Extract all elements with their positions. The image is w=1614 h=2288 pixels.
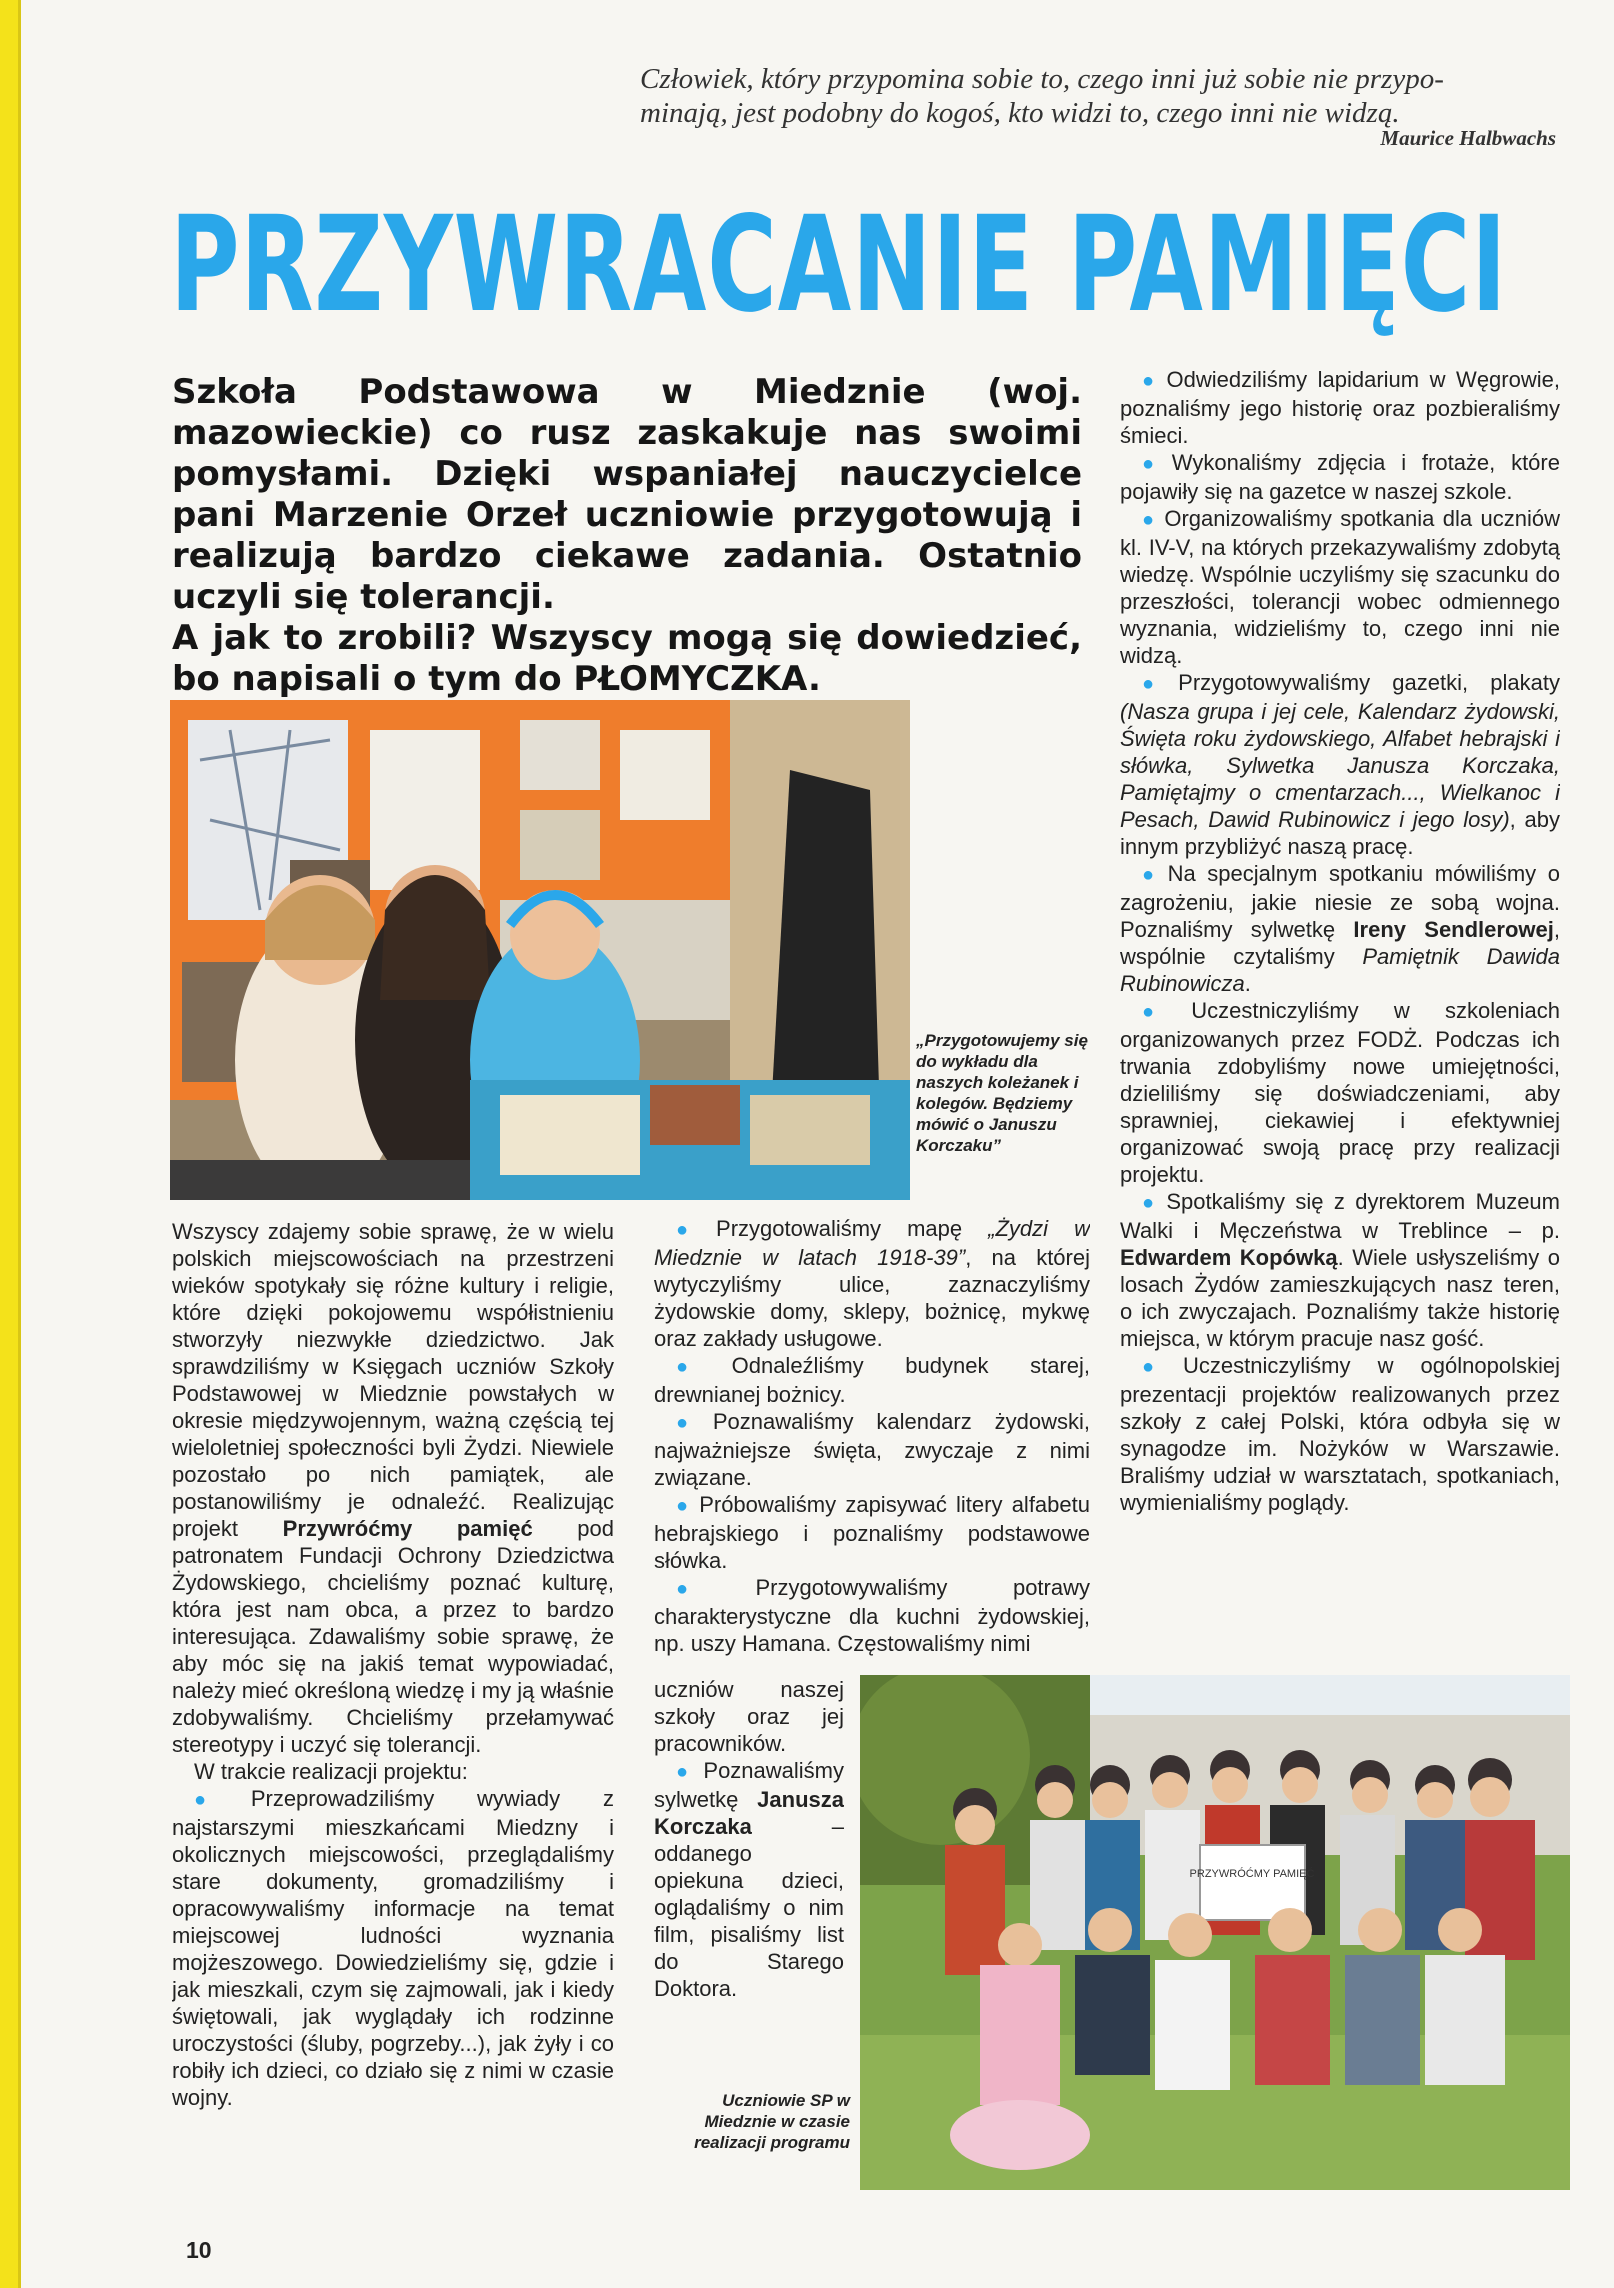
bullet-icon <box>676 1216 716 1241</box>
mid-bullet-food <box>654 1574 1090 1657</box>
right-bullet-museum-text-b: . Wiele usłyszeliśmy o losach Żydów zamieszkujących nasz teren, o ich zwyczajach. Poznaliśmy także historię miejsca, w którym pracuje nasz gość. <box>1120 1245 1560 1351</box>
right-bullet-meetings-text: Organizowaliśmy spotkania dla uczniów kl. IV-V, na których przekazywaliśmy zdobytą wiedzę. Wspólnie uczyliśmy się szacunku do przeszłości, tolerancji wobec odmiennego wyznania, widzieliśmy to, czego inni nie widzą. <box>1120 506 1560 668</box>
director-name: Edwardem Kopówką <box>1120 1245 1338 1270</box>
korczak-name: Janusza Korczaka <box>654 1787 844 1839</box>
bullet-icon <box>1142 506 1164 531</box>
photo-student-group-image <box>860 1675 1570 2190</box>
left-paragraph-2: W trakcie realizacji projektu: <box>194 1759 468 1784</box>
right-bullet-photos-text: Wykonaliśmy zdjęcia i frotaże, które pojawiły się na gazetce w naszej szkole. <box>1120 450 1560 504</box>
right-bullet-lapidarium <box>1120 366 1560 449</box>
bullet-icon <box>1142 670 1178 695</box>
bullet-icon <box>194 1786 251 1811</box>
mid-bullet-map-text-a: Przygotowaliśmy mapę <box>716 1216 989 1241</box>
bullet-icon <box>676 1353 732 1378</box>
right-bullet-presentation <box>1120 1352 1560 1516</box>
article-column-middle-narrow <box>654 1676 844 2006</box>
poster-titles: (Nasza grupa i jej cele, Kalendarz żydowski, Święta roku żydowskiego, Alfabet hebrajski i słówka, Sylwetka Janusza Korczaka, Pamiętajmy o cmentarzach..., Wielkanoc i Pesach, Dawid Rubinowicz i jego losy) <box>1120 699 1560 832</box>
left-paragraph-1-text-b: pod patronatem Fundacji Ochrony Dziedzictwa Żydowskiego, chcieliśmy poznać kulturę, która jest nam obca, a przez to bardzo interesująca. Zdawaliśmy sobie sprawę, że aby móc się na jakiś temat wypowiadać, należy mieć określoną wiedzę i my ją właśnie zdobywaliśmy. Chcieliśmy przełamywać stereotypy i uczyć się tolerancji. <box>172 1516 614 1757</box>
right-bullet-lapidarium-text: Odwiedziliśmy lapidarium w Węgrowie, poznaliśmy jego historię oraz pozbieraliśmy śmieci. <box>1120 367 1560 448</box>
protest-sign-text: PRZYWRÓĆMY PAMIĘĆ <box>1189 1868 1315 1880</box>
bullet-icon <box>676 1758 703 1783</box>
bullet-icon <box>676 1492 699 1517</box>
quote-line-1: Człowiek, który przypomina sobie to, czego inni już sobie nie przypo- <box>640 63 1444 95</box>
mid-bullet-letters <box>654 1491 1090 1574</box>
right-bullet-training-text: Uczestniczyliśmy w szkoleniach organizowanych przez FODŻ. Podczas ich trwania zdobyliśmy nowe umiejętności, dzieliliśmy się doświadczeniami, aby sprawniej, ciekawiej i efektywniej organizować swoją pracę przy realizacji projektu. <box>1120 998 1560 1187</box>
article-headline: PRZYWRACANIE PAMIĘCI <box>170 188 1508 342</box>
lead-paragraph-1: Szkoła Podstawowa w Miedznie (woj. mazowieckie) co rusz zaskakuje nas swoimi pomysłami. Dzięki wspaniałej nauczycielce pani Marzenie Orzeł uczniowie przygotowują i realizują bardzo ciekawe zadania. Ostatnio uczyli się tolerancji. <box>172 372 1082 617</box>
left-bullet-interviews <box>172 1785 614 2111</box>
right-bullet-war-text-c: . <box>1244 971 1251 996</box>
bullet-icon <box>1142 367 1167 392</box>
epigraph-quote <box>640 62 1570 130</box>
mid-bullet-calendar-text: Poznawaliśmy kalendarz żydowski, najważniejsze święta, zwyczaje z nimi związane. <box>654 1409 1090 1490</box>
left-paragraph-1 <box>172 1218 614 1758</box>
right-bullet-training <box>1120 997 1560 1188</box>
right-bullet-museum-text-a: Spotkaliśmy się z dyrektorem Muzeum Walki i Męczeństwa w Treblince – p. <box>1120 1189 1560 1243</box>
article-lead <box>172 372 1082 700</box>
mid-bullet-korczak <box>654 1757 844 2002</box>
quote-line-2: minają, jest podobny do kogoś, kto widzi to, czego inni nie widzą. <box>640 97 1400 129</box>
mid-bullet-synagogue-text: Odnaleźliśmy budynek starej, drewnianej bożnicy. <box>654 1353 1090 1407</box>
mid-bullet-calendar <box>654 1408 1090 1491</box>
bullet-icon <box>676 1575 756 1600</box>
right-bullet-war-text-a: Na specjalnym spotkaniu mówiliśmy o zagrożeniu, jakie niesie ze sobą wojna. Poznaliśmy sylwetkę <box>1120 861 1560 942</box>
right-bullet-posters <box>1120 669 1560 860</box>
bullet-icon <box>1142 1353 1183 1378</box>
photo-group-caption: Uczniowie SP w Miedznie w czasie realizacji programu <box>694 2091 850 2152</box>
left-bullet-interviews-text: Przeprowadziliśmy wywiady z najstarszymi mieszkańcami Miedzny i okolicznych miejscowości, przeglądaliśmy stare dokumenty, gromadziliśmy i opracowywaliśmy informacje na temat miejscowej ludności wyznania mojżeszowego. Dowiedzieliśmy się, gdzie i jak mieszkali, czym się zajmowali, jak i kiedy świętowali, jak wyglądały ich rodzinne uroczystości (śluby, pogrzeby...), jak żyły i co robiły ich dzieci, co działo się z nimi w czasie wojny. <box>172 1786 614 2110</box>
bullet-icon <box>1142 450 1172 475</box>
left-paragraph-1-text-a: Wszyscy zdajemy sobie sprawę, że w wielu polskich miejscowościach na przestrzeni wieków spotykały się różne kultury i religie, które dzięki pokojowemu współistnieniu stworzyły niezwykłe dziedzictwo. Jak sprawdziliśmy w Księgach uczniów Szkoły Podstawowej w Miedznie powstałych w okresie międzywojennym, ważną częścią tej wieloletniej społeczności byli Żydzi. Niewiele pozostało po nich pamiątek, ale postanowiliśmy je odnaleźć. Realizując projekt <box>172 1219 614 1541</box>
photo-students-exhibition <box>170 700 910 1200</box>
mid-bullet-food-continued: uczniów naszej szkoły oraz jej pracowników. <box>654 1677 844 1756</box>
article-column-middle <box>654 1215 1090 1675</box>
mid-bullet-map-text-b: , na której wytyczyliśmy ulice, zaznaczyliśmy żydowskie domy, sklepy, bożnicę, mykwę oraz zakłady usługowe. <box>654 1245 1090 1351</box>
bullet-icon <box>1142 861 1168 886</box>
right-bullet-meetings <box>1120 505 1560 669</box>
diary-title: Pamiętnik Dawida Rubinowicza <box>1120 944 1560 996</box>
bullet-icon <box>1142 998 1191 1023</box>
right-bullet-posters-text-b: , aby innym przybliżyć naszą pracę. <box>1120 807 1560 859</box>
right-bullet-posters-text-a: Przygotowywaliśmy gazetki, plakaty <box>1178 670 1560 695</box>
mid-bullet-map <box>654 1215 1090 1352</box>
bullet-icon <box>676 1409 713 1434</box>
mid-bullet-food-text: Przygotowywaliśmy potrawy charakterystyczne dla kuchni żydowskiej, np. uszy Hamana. Częstowaliśmy nimi <box>654 1575 1090 1656</box>
project-name: Przywróćmy pamięć <box>282 1516 533 1541</box>
right-bullet-photos <box>1120 449 1560 505</box>
right-bullet-museum <box>1120 1188 1560 1352</box>
sendler-name: Ireny Sendlerowej <box>1353 917 1554 942</box>
mid-bullet-letters-text: Próbowaliśmy zapisywać litery alfabetu hebrajskiego i poznaliśmy podstawowe słówka. <box>654 1492 1090 1573</box>
photo-students-exhibition-image <box>170 700 910 1200</box>
article-column-right <box>1120 366 1560 1656</box>
right-bullet-presentation-text: Uczestniczyliśmy w ogólnopolskiej prezentacji projektów realizowanych przez szkoły z całej Polski, która odbyła się w synagodze im. Nożyków w Warszawie. Braliśmy udział w warsztatach, spotkaniach, wymienialiśmy poglądy. <box>1120 1353 1560 1515</box>
page-number: 10 <box>186 2237 212 2263</box>
quote-author: Maurice Halbwachs <box>1380 126 1556 150</box>
mid-bullet-synagogue <box>654 1352 1090 1408</box>
right-bullet-war-text-b: , wspólnie czytaliśmy <box>1120 917 1560 969</box>
right-bullet-war <box>1120 860 1560 997</box>
article-column-left <box>172 1218 614 2193</box>
photo-student-group <box>860 1675 1570 2190</box>
photo-students-exhibition-caption: „Przygotowujemy się do wykładu dla naszych koleżanek i kolegów. Będziemy mówić o Januszu Korczaku” <box>916 1031 1088 1155</box>
lead-paragraph-2: A jak to zrobili? Wszyscy mogą się dowiedzieć, bo napisali o tym do PŁOMYCZKA. <box>172 618 1082 699</box>
map-title: „Żydzi w Miedznie w latach 1918-39” <box>654 1216 1090 1270</box>
bullet-icon <box>1142 1189 1166 1214</box>
mid-bullet-korczak-text-b: – oddanego opiekuna dzieci, oglądaliśmy o nim film, pisaliśmy list do Starego Doktora. <box>654 1814 844 2001</box>
mid-bullet-korczak-text-a: Poznawaliśmy sylwetkę <box>654 1758 844 1812</box>
